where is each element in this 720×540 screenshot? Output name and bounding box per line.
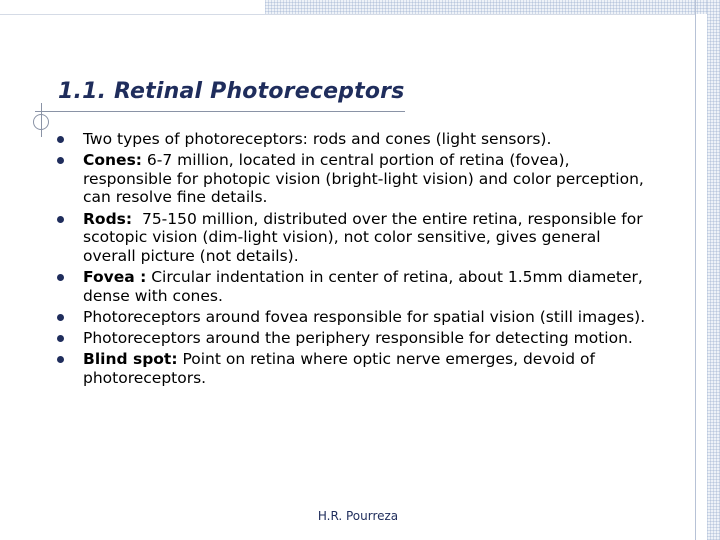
bullet-text: Point on retina where optic nerve emerges, devoid of photoreceptors.: [83, 350, 595, 387]
bullet-item: [56, 329, 656, 348]
bullet-item: [56, 268, 656, 305]
bullet-dot-icon: [57, 314, 64, 321]
bullet-term: Cones:: [83, 151, 142, 170]
decorative-top-band: [265, 0, 720, 14]
bullet-text: 6-7 million, located in central portion of retina (fovea), responsible for photopic vision (bright-light vision) and color perception, can resolve fine details.: [83, 151, 644, 207]
bullet-dot-icon: [57, 136, 64, 143]
frame-line-vertical: [695, 0, 696, 540]
decorative-right-band: [707, 0, 720, 540]
bullet-dot-icon: [57, 356, 64, 363]
bullet-text: Photoreceptors around fovea responsible for spatial vision (still images).: [83, 307, 646, 326]
bullet-item: [56, 308, 656, 327]
bullet-text: Circular indentation in center of retina, about 1.5mm diameter, dense with cones.: [83, 267, 643, 305]
bullet-item: [56, 350, 656, 387]
bullet-term: Blind spot:: [83, 350, 178, 369]
bullet-term: Fovea :: [83, 267, 147, 286]
slide-title: 1.1. Retinal Photoreceptors: [58, 79, 405, 104]
bullet-dot-icon: [57, 335, 64, 342]
bullet-item: [56, 210, 656, 266]
bullet-text: 75-150 million, distributed over the entire retina, responsible for scotopic vision (dim-light vision), not color sensitive, gives general overall picture (not details).: [83, 209, 648, 265]
bullet-text: Photoreceptors around the periphery responsible for detecting motion.: [83, 328, 633, 347]
bullet-list: [56, 130, 656, 390]
bullet-dot-icon: [57, 274, 64, 281]
registration-mark-circle: [33, 114, 49, 130]
footer-author: H.R. Pourreza: [317, 509, 399, 523]
frame-line-horizontal: [0, 14, 695, 15]
bullet-term: Rods:: [83, 209, 133, 228]
bullet-dot-icon: [57, 157, 64, 164]
title-rule: [35, 111, 405, 112]
bullet-item: [56, 130, 656, 149]
bullet-dot-icon: [57, 216, 64, 223]
bullet-item: [56, 151, 656, 207]
bullet-text: Two types of photoreceptors: rods and cones (light sensors).: [83, 130, 552, 148]
